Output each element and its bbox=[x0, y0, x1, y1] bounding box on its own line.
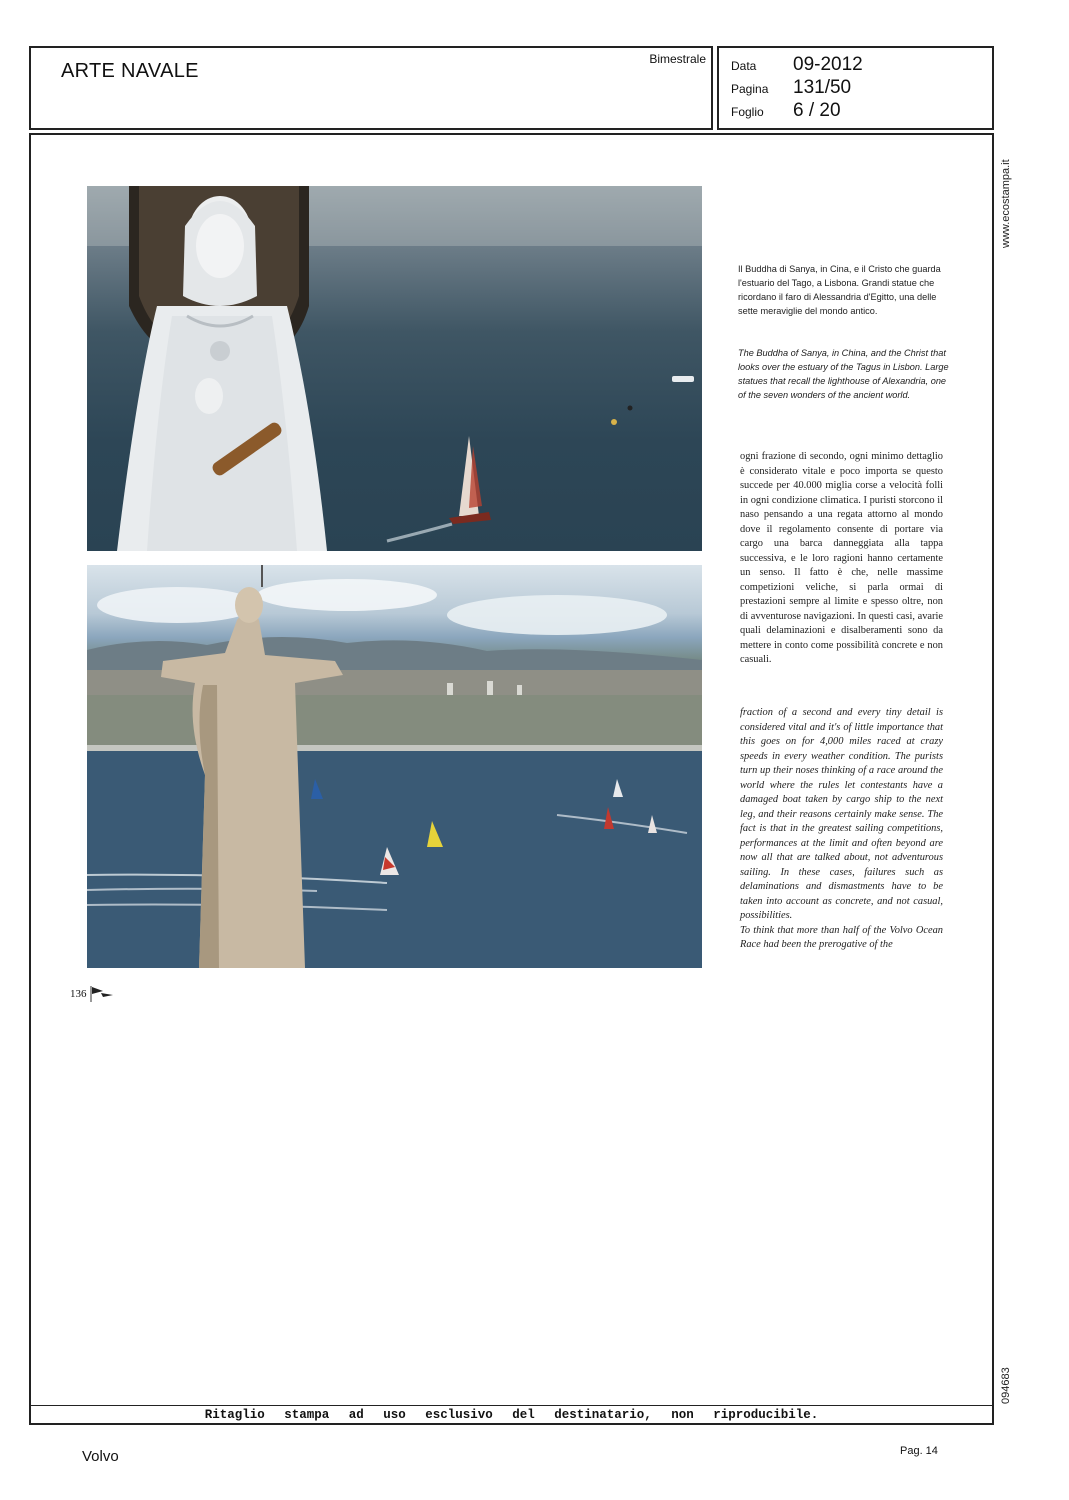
site-url: www.ecostampa.it bbox=[1000, 159, 1012, 248]
photo-buddha-sanya bbox=[87, 186, 702, 551]
caption-italian: Il Buddha di Sanya, in Cina, e il Cristo che guarda l'estuario del Tago, a Lisbona. Grandi statue che ricordano il faro di Alessandria d'Egitto, una delle sette meraviglie del mondo antico. bbox=[738, 264, 941, 316]
sail-logo-icon bbox=[89, 985, 115, 1003]
body-text-english-para-2: To think that more than half of the Volvo Ocean Race had been the prerogative of the bbox=[740, 924, 943, 950]
photo-christ-lisbon bbox=[87, 565, 702, 968]
publication-title: ARTE NAVALE bbox=[61, 60, 199, 82]
header-meta-box bbox=[717, 46, 994, 130]
body-text-english-para-1: fraction of a second and every tiny detail is considered vital and it's of little importance that this goes on for 4,000 miles raced at crazy speeds in every weather condition. The purists turn up their noses thinking of a race around the world where the rules let contestants have a damaged boat taken by cargo ship to the next leg, and their reasons certainly make sense. The fact is that in the greatest sailing competitions, performances at the limit and often beyond are now all that are talked about, not adventurous sailing. In these cases, failures such as delaminations and dismastments have to be taken into account as concrete, and not casual, possibilities. bbox=[740, 707, 943, 921]
meta-label: Data bbox=[731, 59, 757, 73]
meta-value: 131/50 bbox=[793, 77, 852, 98]
footer-client: Volvo bbox=[82, 1448, 119, 1465]
page-number-text: 136 bbox=[70, 988, 87, 1000]
caption-english: The Buddha of Sanya, in China, and the Christ that looks over the estuary of the Tagus in Lisbon. Large statues that recall the lighthouse of Alexandria, one of the seven wonders of the ancient world. bbox=[738, 348, 949, 400]
meta-row-page bbox=[731, 77, 851, 99]
meta-row-date bbox=[731, 54, 863, 76]
clipping-code: 094683 bbox=[1000, 1367, 1012, 1404]
christ-illustration bbox=[87, 565, 702, 968]
header-publication-box bbox=[29, 46, 713, 130]
meta-row-sheet bbox=[731, 100, 841, 122]
meta-value: 09-2012 bbox=[793, 54, 863, 75]
buddha-illustration bbox=[87, 186, 702, 551]
meta-value: 6 / 20 bbox=[793, 100, 841, 121]
body-text-english bbox=[740, 706, 943, 953]
disclaimer: Ritaglio stampa ad uso esclusivo del destinatario, non riproducibile. bbox=[29, 1405, 994, 1425]
meta-label: Pagina bbox=[731, 82, 769, 96]
frequency-label: Bimestrale bbox=[649, 52, 706, 66]
footer-page: Pag. 14 bbox=[900, 1445, 938, 1457]
body-text-italian: ogni frazione di secondo, ogni minimo dettaglio è considerato vitale e poco importa se questo succede per 40.000 miglia corse a velocità folli in ogni condizione climatica. I puristi storcono il naso pensando a una regata attorno al mondo dove il regolamento consente di portare via cargo una barca danneggiata alla tappa successiva, e le loro ragioni hanno certamente un senso. Il fatto è che, nelle massime competizioni veliche, si parla ormai di prestazioni sempre al limite e spesso oltre, non di avventurose navigazioni. In questi casi, avarie quali delaminazioni e disalberamenti sono da mettere in conto come possibilità concrete e non casuali. bbox=[740, 451, 943, 665]
meta-label: Foglio bbox=[731, 105, 764, 119]
page-number bbox=[70, 985, 115, 1003]
